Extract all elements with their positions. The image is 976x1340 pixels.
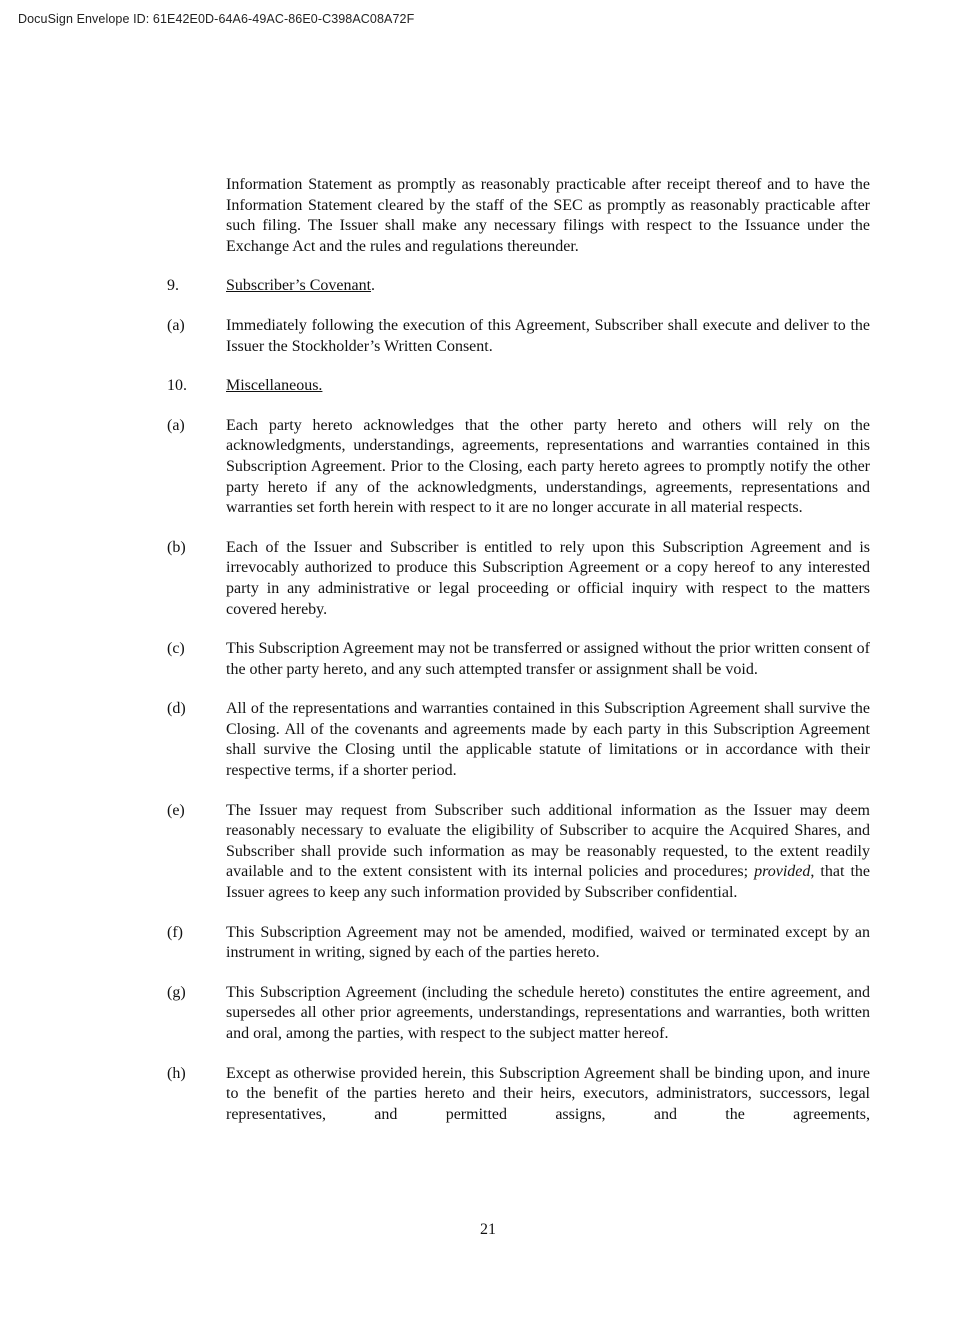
section-heading-text: Subscriber’s Covenant [226, 277, 372, 295]
page-number: 21 [480, 1221, 496, 1238]
section-10-item-b [167, 538, 870, 620]
section-10-heading [226, 376, 870, 397]
item-label: (c) [167, 640, 185, 658]
item-text: All of the representations and warranties contained in this Subscription Agreement shall survive the Closing. All of the covenants and agreements made by each party in this Subscription Agreement shall survive the Closing until the applicable statute of limitations or in accordance with their respective terms, if a shorter period. [226, 700, 870, 780]
item-text-part: , that the Issuer agrees to keep any such information provided by Subscriber confidential. [226, 863, 870, 902]
item-text: Each of the Issuer and Subscriber is entitled to rely upon this Subscription Agreement and is irrevocably authorized to produce this Subscription Agreement or a copy hereof to any interested party in any administrative or legal proceeding or official inquiry with respect to the matters covered hereby. [226, 538, 870, 618]
item-label: (a) [167, 416, 185, 434]
section-number: 9. [167, 277, 179, 295]
section-heading-text: Miscellaneous. [226, 377, 323, 395]
item-text: Each party hereto acknowledges that the other party hereto and others will rely on the acknowledgments, understandings, agreements, representations and warranties contained in this Subscription Agreement. Prior to the Closing, each party hereto agrees to promptly notify the other party hereto if any of the acknowledgments, understandings, agreements, representations and warranties set forth herein with respect to it are no longer accurate in all material respects. [226, 416, 870, 517]
lead-paragraph: Information Statement as promptly as reasonably practicable after receipt thereof and to have the Information Statement cleared by the staff of the SEC as promptly as reasonably practicable after such filing. The Issuer shall make any necessary filings with respect to the Issuance under the Exchange Act and the rules and regulations thereunder. [226, 176, 870, 255]
section-9-item-a [167, 316, 870, 357]
section-number: 10. [167, 377, 187, 395]
item-label: (e) [167, 801, 185, 819]
emphasis-provided: provided [754, 863, 811, 881]
section-10-item-g [167, 983, 870, 1045]
item-label: (b) [167, 538, 186, 556]
section-10-item-a [167, 416, 870, 519]
item-label: (f) [167, 923, 183, 941]
item-text-part: The Issuer may request from Subscriber such additional information as the Issuer may deem reasonably necessary to evaluate the eligibility of Subscriber to acquire the Acquired Shares, and Subscriber shall provide such information as may be reasonably requested, to the extent readily available and to the extent consistent with its internal policies and procedures; [226, 801, 870, 881]
item-label: (g) [167, 983, 186, 1001]
item-text: This Subscription Agreement may not be transferred or assigned without the prior written consent of the other party hereto, and any such attempted transfer or assignment shall be void. [226, 640, 870, 678]
document-body [167, 175, 870, 1125]
item-text: This Subscription Agreement may not be amended, modified, waived or terminated except by an instrument in writing, signed by each of the parties hereto. [226, 923, 870, 962]
heading-punctuation: . [371, 277, 376, 295]
item-text: Immediately following the execution of this Agreement, Subscriber shall execute and deliver to the Issuer the Stockholder’s Written Consent. [226, 316, 870, 355]
section-10-heading-row [167, 376, 870, 397]
item-label: (d) [167, 700, 186, 718]
item-text: This Subscription Agreement (including the schedule hereto) constitutes the entire agreement, and supersedes all other prior agreements, understandings, representations and warranties, both written and oral, among the parties, with respect to the subject matter hereof. [226, 983, 870, 1042]
item-label: (a) [167, 316, 185, 334]
section-10-item-d [167, 699, 870, 781]
section-10-item-e [167, 801, 870, 904]
item-text [226, 801, 870, 904]
section-10-item-c [167, 639, 870, 680]
section-10-item-h [167, 1064, 870, 1126]
section-9-heading [226, 276, 870, 297]
item-label: (h) [167, 1064, 186, 1082]
section-10-item-f [167, 923, 870, 964]
item-text: Except as otherwise provided herein, this Subscription Agreement shall be binding upon, and inure to the benefit of the parties hereto and their heirs, executors, administrators, successors, legal representatives, and permitted assigns, and the agreements, [226, 1064, 870, 1123]
docusign-envelope-id: DocuSign Envelope ID: 61E42E0D-64A6-49AC-86E0-C398AC08A72F [18, 12, 415, 26]
section-9-heading-row [167, 276, 870, 297]
